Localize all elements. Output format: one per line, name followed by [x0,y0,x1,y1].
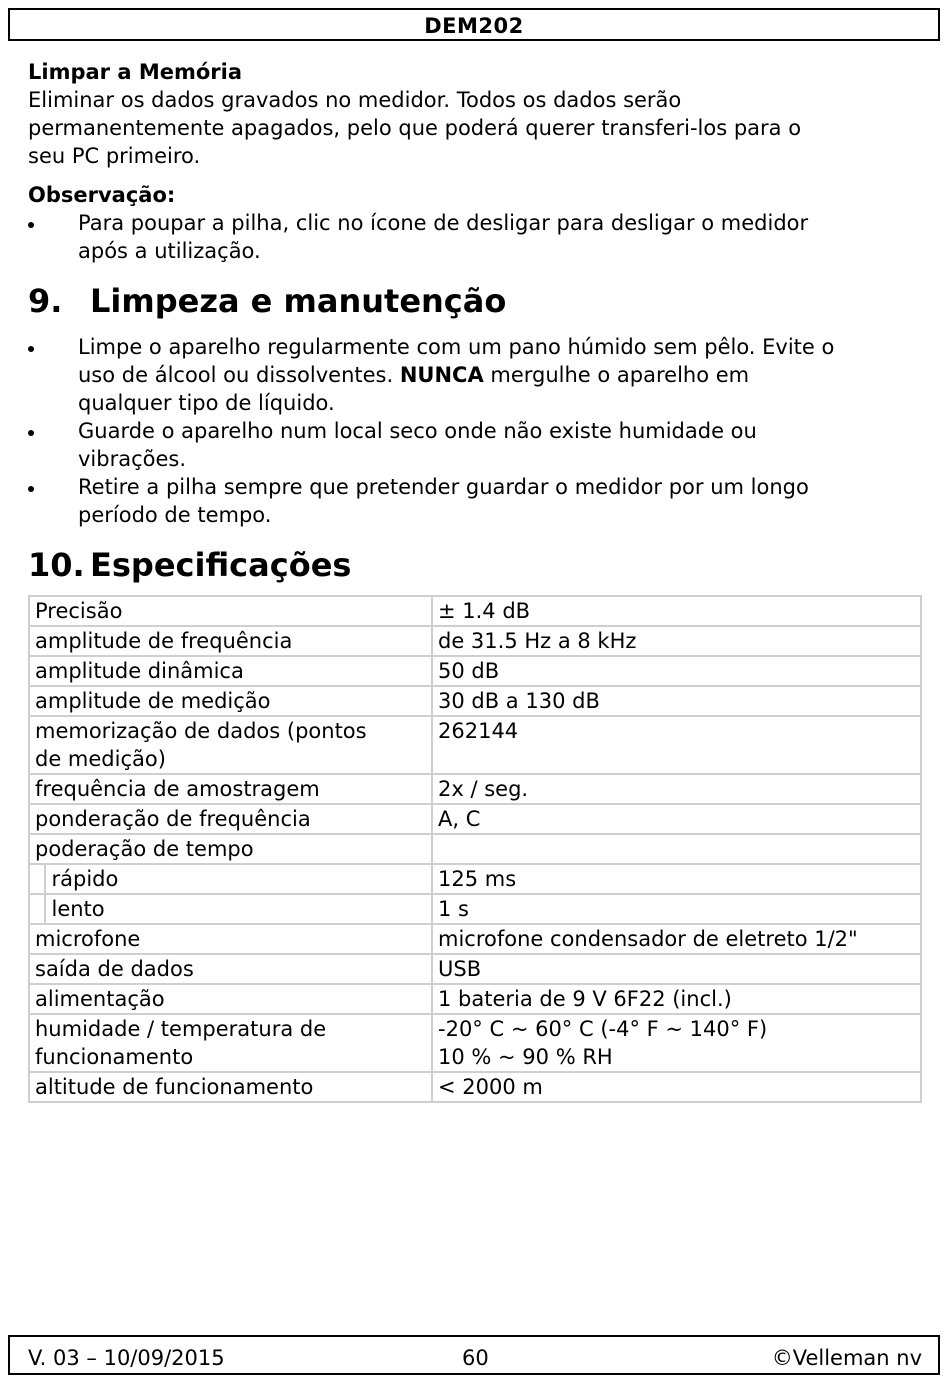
section-title: Especificações [90,546,352,584]
spec-value [432,834,921,864]
cell-text: 10 % ~ 90 % RH [438,1045,613,1069]
table-row [29,626,921,656]
copyright: ©Velleman nv [771,1346,922,1370]
list-item-text: período de tempo. [78,503,272,527]
note-heading: Observação: [28,183,176,207]
cell-text: alimentação [35,987,165,1011]
cell-text: amplitude de frequência [35,629,293,653]
list-item-text: Para poupar a pilha, clic no ícone de desligar para desligar o medidor [78,211,809,235]
table-row [29,596,921,626]
cell-text: 1 bateria de 9 V 6F22 (incl.) [438,987,732,1011]
spec-label [29,686,432,716]
table-row [29,1014,921,1072]
spec-value [432,864,921,894]
list-item-text: qualquer tipo de líquido. [78,391,335,415]
cell-text: 1 s [438,897,469,921]
cell-text: 2x / seg. [438,777,529,801]
cell-text: saída de dados [35,957,194,981]
spec-value [432,804,921,834]
list-item-text: após a utilização. [78,239,261,263]
page-number: 60 [462,1346,489,1370]
cell-text: lento [51,897,105,921]
list-item-text: uso de álcool ou dissolventes. [78,363,400,387]
cell-text: ponderação de frequência [35,807,311,831]
cell-text: funcionamento [35,1045,194,1069]
spec-value [432,686,921,716]
spec-label [29,954,432,984]
clear-memory-line: Eliminar os dados gravados no medidor. Todos os dados serão [28,88,682,112]
specifications-table [28,595,922,1103]
spec-label [29,804,432,834]
table-row [29,1072,921,1102]
table-row [29,954,921,984]
cell-text: -20° C ~ 60° C (-4° F ~ 140° F) [438,1017,768,1041]
cell-text: amplitude de medição [35,689,271,713]
spec-label [29,984,432,1014]
indent-cell [29,864,45,894]
cell-text: Precisão [35,599,123,623]
page-header [8,8,940,41]
table-row [29,804,921,834]
list-item-text: vibrações. [78,447,187,471]
cell-text: < 2000 m [438,1075,543,1099]
spec-value [432,1072,921,1102]
list-item [28,333,923,417]
spec-label [29,626,432,656]
cell-text: 30 dB a 130 dB [438,689,600,713]
section-10-heading [28,545,923,585]
section-number: 10. [28,546,85,584]
table-row [29,656,921,686]
cell-text: de medição) [35,747,166,771]
section-title: Limpeza e manutenção [90,282,507,320]
list-item-text: Retire a pilha sempre que pretender guardar o medidor por um longo [78,475,809,499]
bullet-icon [28,430,34,436]
section-9-heading [28,281,923,321]
cell-text: USB [438,957,482,981]
cell-text: ± 1.4 dB [438,599,531,623]
spec-label [29,656,432,686]
clear-memory-text [28,86,923,170]
bullet-icon [28,222,34,228]
spec-value [432,626,921,656]
table-row [29,924,921,954]
spec-value [432,1014,921,1072]
cell-text: 262144 [438,719,519,743]
cell-text: poderação de tempo [35,837,254,861]
spec-label [29,834,432,864]
spec-value [432,894,921,924]
cell-text: microfone condensador de eletreto 1/2" [438,927,858,951]
spec-label [29,1014,432,1072]
bullet-icon [28,346,34,352]
table-row [29,834,921,864]
list-item-text: Limpe o aparelho regularmente com um pano húmido sem pêlo. Evite o [78,335,835,359]
list-item-text: Guarde o aparelho num local seco onde não existe humidade ou [78,419,757,443]
cell-text: microfone [35,927,141,951]
cell-text: de 31.5 Hz a 8 kHz [438,629,637,653]
cell-text: A, C [438,807,481,831]
clear-memory-heading: Limpar a Memória [28,60,242,84]
cell-text: frequência de amostragem [35,777,320,801]
table-row [29,716,921,774]
spec-sublabel [45,894,432,924]
version-date: V. 03 – 10/09/2015 [28,1346,225,1370]
warning-emphasis: NUNCA [399,363,484,387]
bullet-icon [28,486,34,492]
clear-memory-line: permanentemente apagados, pelo que poderá querer transferi-los para o [28,116,802,140]
table-row [29,894,921,924]
spec-value [432,774,921,804]
table-row [29,774,921,804]
indent-cell [29,894,45,924]
spec-label [29,1072,432,1102]
maintenance-list [28,333,923,529]
table-row [29,864,921,894]
table-row [29,686,921,716]
cell-text: 125 ms [438,867,517,891]
cell-text: humidade / temperatura de [35,1017,327,1041]
spec-label [29,596,432,626]
clear-memory-line: seu PC primeiro. [28,144,201,168]
cell-text: 50 dB [438,659,500,683]
list-item [28,473,923,529]
page-content [28,58,923,1103]
cell-text: altitude de funcionamento [35,1075,314,1099]
spec-value [432,716,921,774]
cell-text: memorização de dados (pontos [35,719,367,743]
spec-sublabel [45,864,432,894]
spec-label [29,774,432,804]
list-item [28,209,923,265]
spec-value [432,984,921,1014]
spec-value [432,656,921,686]
spec-label [29,924,432,954]
list-item [28,417,923,473]
section-number: 9. [28,282,63,320]
spec-value [432,954,921,984]
spec-value [432,596,921,626]
cell-text: rápido [51,867,119,891]
document-title: DEM202 [424,14,524,38]
page-footer [8,1335,940,1375]
spec-value [432,924,921,954]
table-row [29,984,921,1014]
cell-text: amplitude dinâmica [35,659,244,683]
list-item-text: mergulhe o aparelho em [483,363,750,387]
note-list [28,209,923,265]
spec-label [29,716,432,774]
